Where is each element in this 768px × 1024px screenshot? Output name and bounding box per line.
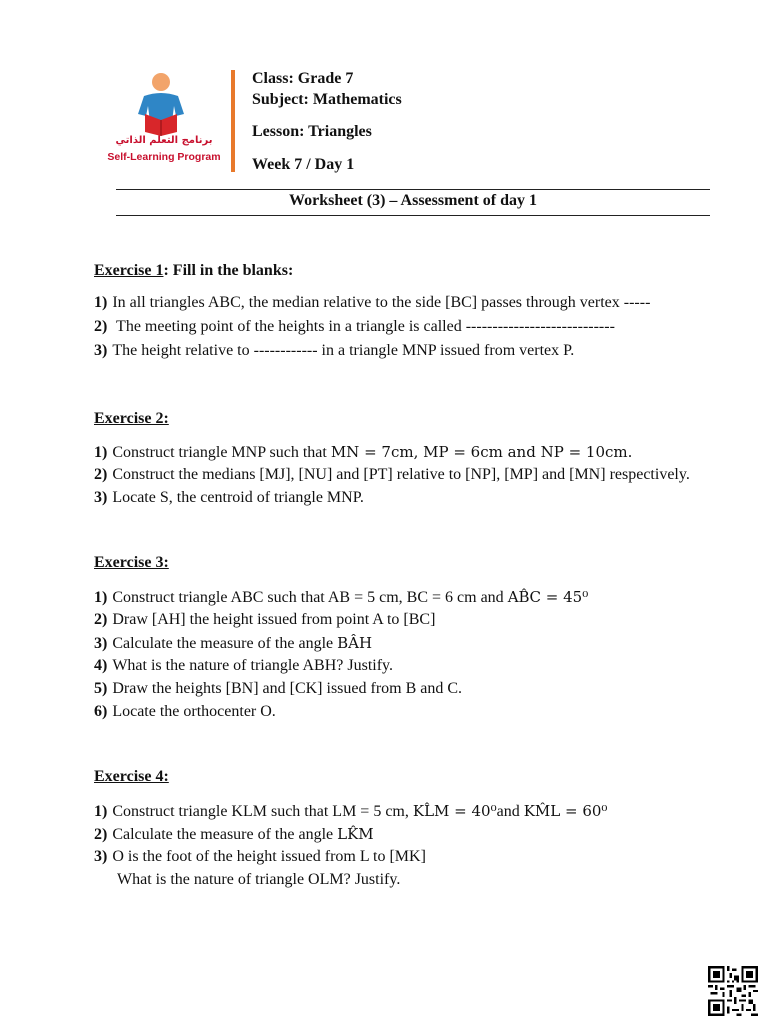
- exercise-3-item-2: 2) Draw [AH] the height issued from point A to [BC]: [94, 611, 436, 628]
- subject-label: Subject: Mathematics: [252, 91, 402, 108]
- exercise-3-item-5: 5) Draw the heights [BN] and [CK] issued from B and C.: [94, 680, 463, 697]
- exercise-4-item-2: 2) Calculate the measure of the angle LK̂M: [94, 825, 374, 843]
- exercise-3-item-4: 4) What is the nature of triangle ABH? Justify.: [94, 657, 393, 674]
- exercise-3-item-3: 3) Calculate the measure of the angle BÂH: [94, 634, 373, 652]
- exercise-3-title: Exercise 3:: [94, 554, 169, 571]
- exercise-2-title: Exercise 2:: [94, 410, 169, 427]
- exercise-4-item-1: 1) Construct triangle KLM such that LM = 5 cm, KL̂M = 40⁰and KM̂L = 60⁰: [94, 802, 608, 820]
- exercise-2-item-1: 1) Construct triangle MNP such that MN = 7cm, MP = 6cm and NP = 10cm.: [94, 443, 633, 461]
- exercise-3-item-1: 1) Construct triangle ABC such that AB = 5 cm, BC = 6 cm and AB̂C = 45⁰: [94, 588, 589, 606]
- exercise-2-item-3: 3) Locate S, the centroid of triangle MNP.: [94, 489, 364, 506]
- exercise-2-item-2: 2) Construct the medians [MJ], [NU] and [PT] relative to [NP], [MP] and [MN] respectively.: [94, 466, 690, 483]
- lesson-label: Lesson: Triangles: [252, 123, 372, 140]
- week-label: Week 7 / Day 1: [252, 156, 355, 173]
- logo-arabic-text: برنامج التعلم الذاتي: [115, 135, 213, 146]
- qr-code-icon[interactable]: [708, 966, 758, 1016]
- exercise-4-item-3: 3) O is the foot of the height issued from L to [MK]: [94, 848, 426, 865]
- exercise-3-item-6: 6) Locate the orthocenter O.: [94, 703, 276, 720]
- exercise-4-item-3-continuation: What is the nature of triangle OLM? Justify.: [117, 871, 401, 888]
- exercise-4-title: Exercise 4:: [94, 768, 169, 785]
- title-rule-top: [116, 189, 710, 190]
- exercise-1-title: Exercise 1: Fill in the blanks:: [94, 262, 294, 279]
- worksheet-title: Worksheet (3) – Assessment of day 1: [289, 192, 537, 209]
- title-rule-bottom: [116, 215, 710, 216]
- exercise-1-item-1: 1) In all triangles ABC, the median relative to the side [BC] passes through vertex -----: [94, 294, 651, 311]
- exercise-1-item-3: 3) The height relative to ------------ in a triangle MNP issued from vertex P.: [94, 342, 575, 359]
- logo-english-text: Self-Learning Program: [107, 151, 221, 163]
- exercise-1-item-2: 2) The meeting point of the heights in a triangle is called ----------------------------: [94, 318, 615, 335]
- class-label: Class: Grade 7: [252, 70, 354, 87]
- header-divider: [231, 70, 235, 172]
